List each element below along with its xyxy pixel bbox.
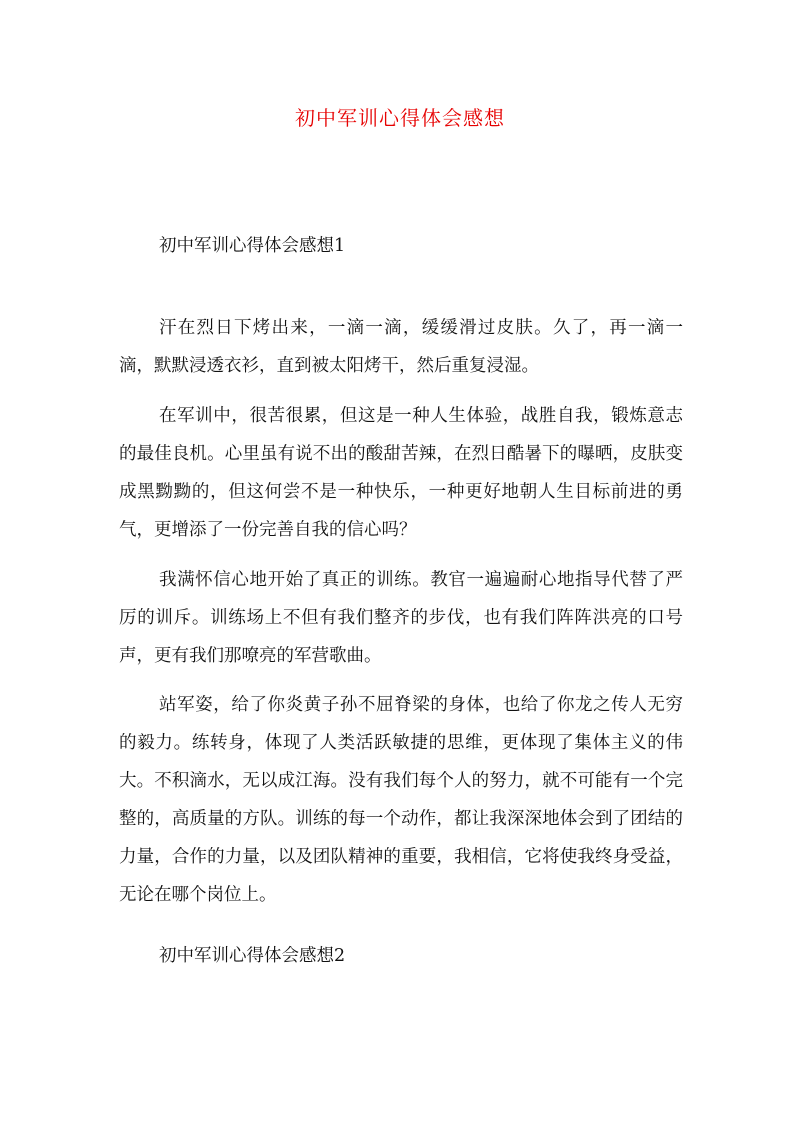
section-heading-2: 初中军训心得体会感想2 — [159, 946, 346, 966]
paragraph-3: 我满怀信心地开始了真正的训练。教官一遍遍耐心地指导代替了严厉的训斥。训练场上不但有我们整齐的步伐，也有我们阵阵洪亮的口号声，更有我们那嘹亮的军营歌曲。 — [119, 570, 683, 666]
paragraph-2: 在军训中，很苦很累，但这是一种人生体验，战胜自我，锻炼意志的最佳良机。心里虽有说不出的酸甜苦辣，在烈日酷暑下的曝晒，皮肤变成黑黝黝的，但这何尝不是一种快乐，一种更好地朝人生目标前进的勇气，更增添了一份完善自我的信心吗？ — [119, 406, 683, 540]
paragraph-1: 汗在烈日下烤出来，一滴一滴，缓缓滑过皮肤。久了，再一滴一滴，默默浸透衣衫，直到被太阳烤干，然后重复浸湿。 — [119, 318, 683, 376]
paragraph-4: 站军姿，给了你炎黄子孙不屈脊梁的身体，也给了你龙之传人无穷的毅力。练转身，体现了人类活跃敏捷的思维，更体现了集体主义的伟大。不积滴水，无以成江海。没有我们每个人的努力，就不可能有一个完整的，高质量的方队。训练的每一个动作，都让我深深地体会到了团结的力量，合作的力量，以及团队精神的重要，我相信，它将使我终身受益，无论在哪个岗位上。 — [119, 695, 683, 905]
document-title: 初中军训心得体会感想 — [295, 106, 505, 130]
section-heading-1: 初中军训心得体会感想1 — [159, 236, 346, 256]
